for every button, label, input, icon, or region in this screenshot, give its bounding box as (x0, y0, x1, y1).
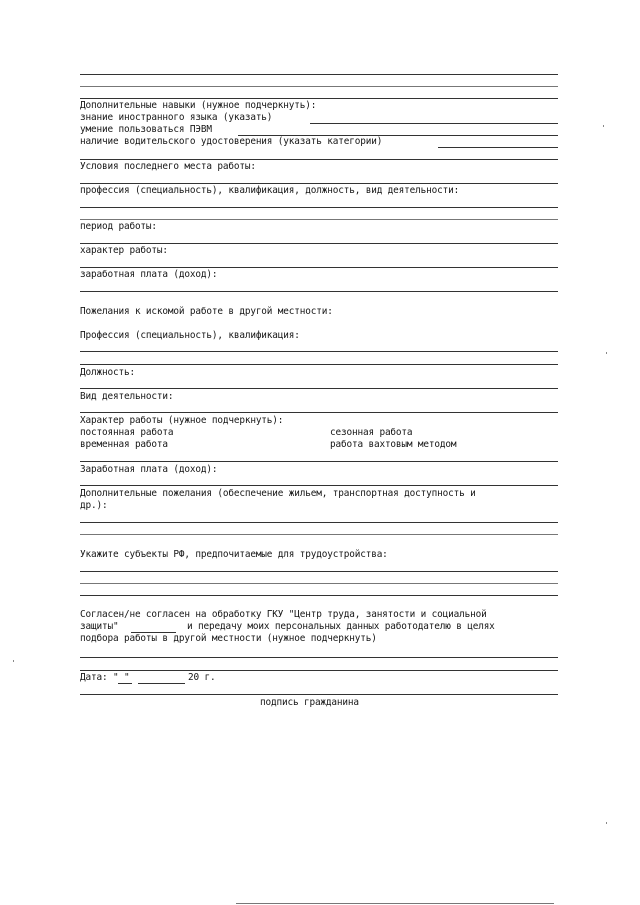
wishes-additional-label (80, 488, 558, 499)
scan-speck (606, 822, 607, 824)
wishes-title: Пожелания к искомой работе в другой местности: (80, 306, 333, 317)
signature-field[interactable] (80, 694, 558, 695)
last-job-character-label: характер работы: (80, 245, 168, 256)
divider (80, 670, 558, 671)
scan-edge-line (236, 903, 554, 904)
last-job-period-label: период работы: (80, 221, 157, 232)
skills-license-label: наличие водительского удостоверения (указать категории) (80, 136, 383, 147)
regions-label: Укажите субъекты РФ, предпочитаемые для трудоустройства: (80, 549, 388, 560)
regions-field[interactable] (80, 571, 558, 572)
wishes-activity-label: Вид деятельности: (80, 391, 174, 402)
work-type-rotational[interactable]: работа вахтовым методом (330, 439, 457, 450)
last-job-profession-field[interactable] (80, 207, 558, 208)
wishes-additional-line1: Дополнительные пожелания (обеспечение жильем, транспортная доступность и (80, 488, 476, 499)
wishes-salary-label: Заработная плата (доход): (80, 464, 218, 475)
last-job-period-field[interactable] (80, 243, 558, 244)
regions-field[interactable] (80, 595, 558, 596)
divider (80, 183, 558, 184)
wishes-additional-field[interactable] (80, 522, 558, 523)
consent-line2-a: защиты" (80, 621, 119, 632)
wishes-salary-field[interactable] (80, 485, 558, 486)
consent-line1: Согласен/не согласен на обработку ГКУ "Центр труда, занятости и социальной (80, 609, 487, 620)
regions-field[interactable] (80, 583, 558, 584)
wishes-profession-label: Профессия (специальность), квалификация: (80, 330, 300, 341)
divider (80, 461, 558, 462)
skills-title: Дополнительные навыки (нужное подчеркнуть): (80, 100, 317, 111)
work-type-permanent[interactable]: постоянная работа (80, 427, 174, 438)
skills-license-field[interactable] (438, 147, 558, 148)
signature-caption: подпись гражданина (260, 697, 359, 708)
last-job-salary-label: заработная плата (доход): (80, 269, 218, 280)
skills-pc-label: умение пользоваться ПЭВМ (80, 124, 212, 135)
consent-line1-block (80, 609, 558, 620)
skills-language-field[interactable] (310, 123, 558, 124)
wishes-profession-field[interactable] (80, 351, 558, 352)
blank-line[interactable] (80, 86, 558, 87)
divider (80, 98, 558, 99)
wishes-additional-line2: др.): (80, 500, 108, 511)
date-month-field[interactable] (138, 683, 185, 684)
scan-speck (606, 352, 607, 354)
scan-speck (603, 125, 604, 127)
consent-line2-b: и передачу моих персональных данных работодателю в целях (187, 621, 495, 632)
last-job-profession-field[interactable] (80, 219, 558, 220)
last-job-character-field[interactable] (80, 267, 558, 268)
wishes-activity-field[interactable] (80, 412, 558, 413)
wishes-position-label: Должность: (80, 367, 135, 378)
blank-line[interactable] (80, 74, 558, 75)
work-type-seasonal[interactable]: сезонная работа (330, 427, 413, 438)
date-day-field[interactable] (118, 683, 132, 684)
wishes-work-type-title: Характер работы (нужное подчеркнуть): (80, 415, 284, 426)
wishes-position-field[interactable] (80, 388, 558, 389)
date-label: Дата: " " (80, 672, 130, 683)
scan-speck (13, 660, 14, 662)
work-type-temporary[interactable]: временная работа (80, 439, 168, 450)
last-job-title: Условия последнего места работы: (80, 161, 256, 172)
divider (80, 364, 558, 365)
divider (80, 159, 558, 160)
last-job-salary-field[interactable] (80, 291, 558, 292)
last-job-profession-label: профессия (специальность), квалификация, должность, вид деятельности: (80, 185, 460, 196)
wishes-additional-field[interactable] (80, 534, 558, 535)
skills-language-label: знание иностранного языка (указать) (80, 112, 273, 123)
consent-field[interactable] (80, 657, 558, 658)
date-year: 20 г. (188, 672, 216, 683)
consent-line3: подбора работы в другой местности (нужное подчеркнуть) (80, 633, 377, 644)
